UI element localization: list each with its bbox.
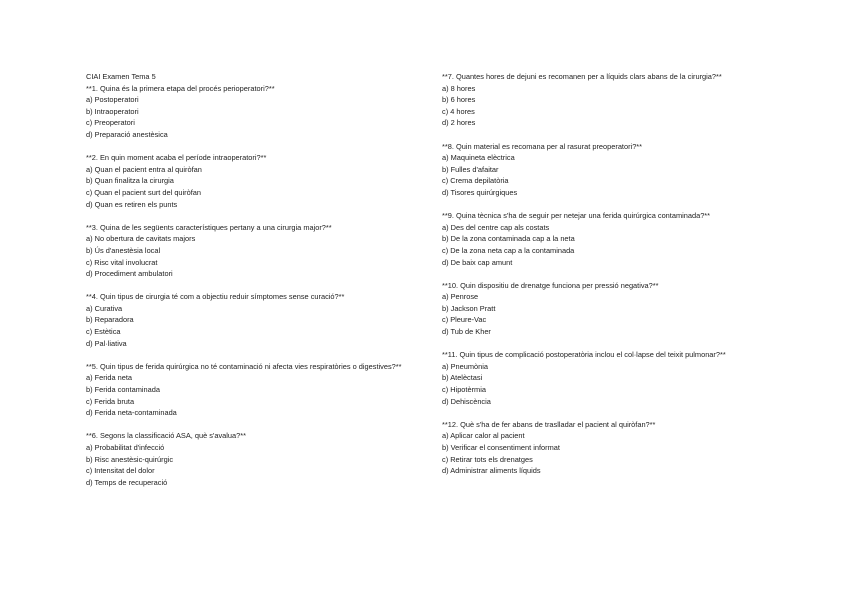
document-title: CIAI Examen Tema 5 <box>86 72 156 81</box>
question-stem: **3. Quina de les següents característiques pertany a una cirurgia major?** <box>86 222 332 232</box>
answer-option: b) 6 hores <box>442 95 476 105</box>
answer-option: a) Curativa <box>86 303 123 313</box>
answer-option: b) Ferida contaminada <box>86 385 160 395</box>
answer-option: d) Dehiscència <box>442 396 491 406</box>
answer-option: b) De la zona contaminada cap a la neta <box>442 234 575 244</box>
question-stem: **6. Segons la classificació ASA, què s'avalua?** <box>86 431 246 441</box>
answer-option: b) Ús d'anestèsia local <box>86 245 161 255</box>
question-5 <box>86 361 416 419</box>
question-11 <box>442 349 772 407</box>
question-stem: **12. Què s'ha de fer abans de traslladar el pacient al quiròfan?** <box>442 419 656 429</box>
answer-option: c) Preoperatori <box>86 118 135 128</box>
answer-option: d) Tub de Kher <box>442 327 491 337</box>
question-6 <box>86 430 416 488</box>
answer-option: b) Quan finalitza la cirurgia <box>86 176 174 186</box>
answer-option: b) Intraoperatori <box>86 106 139 116</box>
answer-option: c) Hipotèrmia <box>442 385 486 395</box>
answer-option: c) Intensitat del dolor <box>86 466 155 476</box>
answer-option: d) Preparació anestèsica <box>86 129 168 139</box>
answer-option: d) Quan es retiren els punts <box>86 199 178 209</box>
answer-option: c) Estètica <box>86 327 121 337</box>
answer-option: b) Verificar el consentiment informat <box>442 443 560 452</box>
left-column <box>86 71 416 500</box>
question-9 <box>442 210 772 268</box>
question-3 <box>86 222 416 280</box>
question-stem: **10. Quin dispositiu de drenatge funciona per pressió negativa?** <box>442 280 659 290</box>
answer-option: a) Postoperatori <box>86 95 139 105</box>
answer-option: d) Pal·liativa <box>86 338 127 348</box>
answer-option: c) De la zona neta cap a la contaminada <box>442 245 575 255</box>
question-7 <box>442 71 772 129</box>
answer-option: c) Quan el pacient surt del quiròfan <box>86 187 202 197</box>
question-stem: **7. Quantes hores de dejuni es recomanen per a líquids clars abans de la cirurgia?** <box>442 72 722 81</box>
answer-option: d) Procediment ambulatori <box>86 269 173 279</box>
question-stem: **4. Quin tipus de cirurgia té com a objectiu reduir símptomes sense curació?** <box>86 292 345 302</box>
answer-option: d) Ferida neta-contaminada <box>86 408 177 418</box>
answer-option: a) Quan el pacient entra al quiròfan <box>86 164 202 174</box>
answer-option: d) Temps de recuperació <box>86 477 168 487</box>
answer-option: a) Des del centre cap als costats <box>442 222 550 232</box>
answer-option: b) Fulles d'afaitar <box>442 164 499 174</box>
answer-option: a) Ferida neta <box>86 373 133 383</box>
answer-option: a) Pneumònia <box>442 361 489 371</box>
answer-option: b) Jackson Pratt <box>442 303 496 313</box>
answer-option: c) Crema depilatòria <box>442 176 509 186</box>
answer-option: a) Aplicar calor al pacient <box>442 431 525 441</box>
question-1 <box>86 83 416 141</box>
answer-option: d) Administrar aliments líquids <box>442 466 541 476</box>
answer-option: a) No obertura de cavitats majors <box>86 234 196 244</box>
answer-option: a) Maquineta elèctrica <box>442 153 515 163</box>
answer-option: d) Tisores quirúrgiques <box>442 187 518 197</box>
question-2 <box>86 152 416 210</box>
question-stem: **2. En quin moment acaba el període intraoperatori?** <box>86 153 267 163</box>
answer-option: d) 2 hores <box>442 118 476 128</box>
answer-option: c) Pleure-Vac <box>442 315 487 325</box>
question-stem: **11. Quin tipus de complicació postoperatòria inclou el col·lapse del teixit pulmonar?** <box>442 350 726 360</box>
answer-option: a) Penrose <box>442 292 479 302</box>
question-stem: **9. Quina tècnica s'ha de seguir per netejar una ferida quirúrgica contaminada?** <box>442 211 711 221</box>
question-stem: **8. Quin material es recomana per al rasurat preoperatori?** <box>442 141 643 151</box>
answer-option: a) Probabilitat d'infecció <box>86 443 165 452</box>
question-8 <box>442 141 772 199</box>
answer-option: b) Risc anestèsic-quirúrgic <box>86 454 174 464</box>
answer-option: c) Risc vital involucrat <box>86 257 158 267</box>
question-12 <box>442 419 772 477</box>
answer-option: c) Retirar tots els drenatges <box>442 454 533 464</box>
question-10 <box>442 280 772 338</box>
question-stem: **1. Quina és la primera etapa del procés perioperatori?** <box>86 83 275 93</box>
answer-option: a) 8 hores <box>442 83 476 93</box>
answer-option: c) Ferida bruta <box>86 396 135 406</box>
right-column <box>442 71 772 488</box>
question-stem: **5. Quin tipus de ferida quirúrgica no té contaminació ni afecta vies respiratòries o digestives?** <box>86 361 402 371</box>
answer-option: d) De baix cap amunt <box>442 257 513 267</box>
answer-option: c) 4 hores <box>442 106 475 116</box>
answer-option: b) Atelèctasi <box>442 373 483 383</box>
answer-option: b) Reparadora <box>86 315 134 325</box>
question-4 <box>86 291 416 349</box>
